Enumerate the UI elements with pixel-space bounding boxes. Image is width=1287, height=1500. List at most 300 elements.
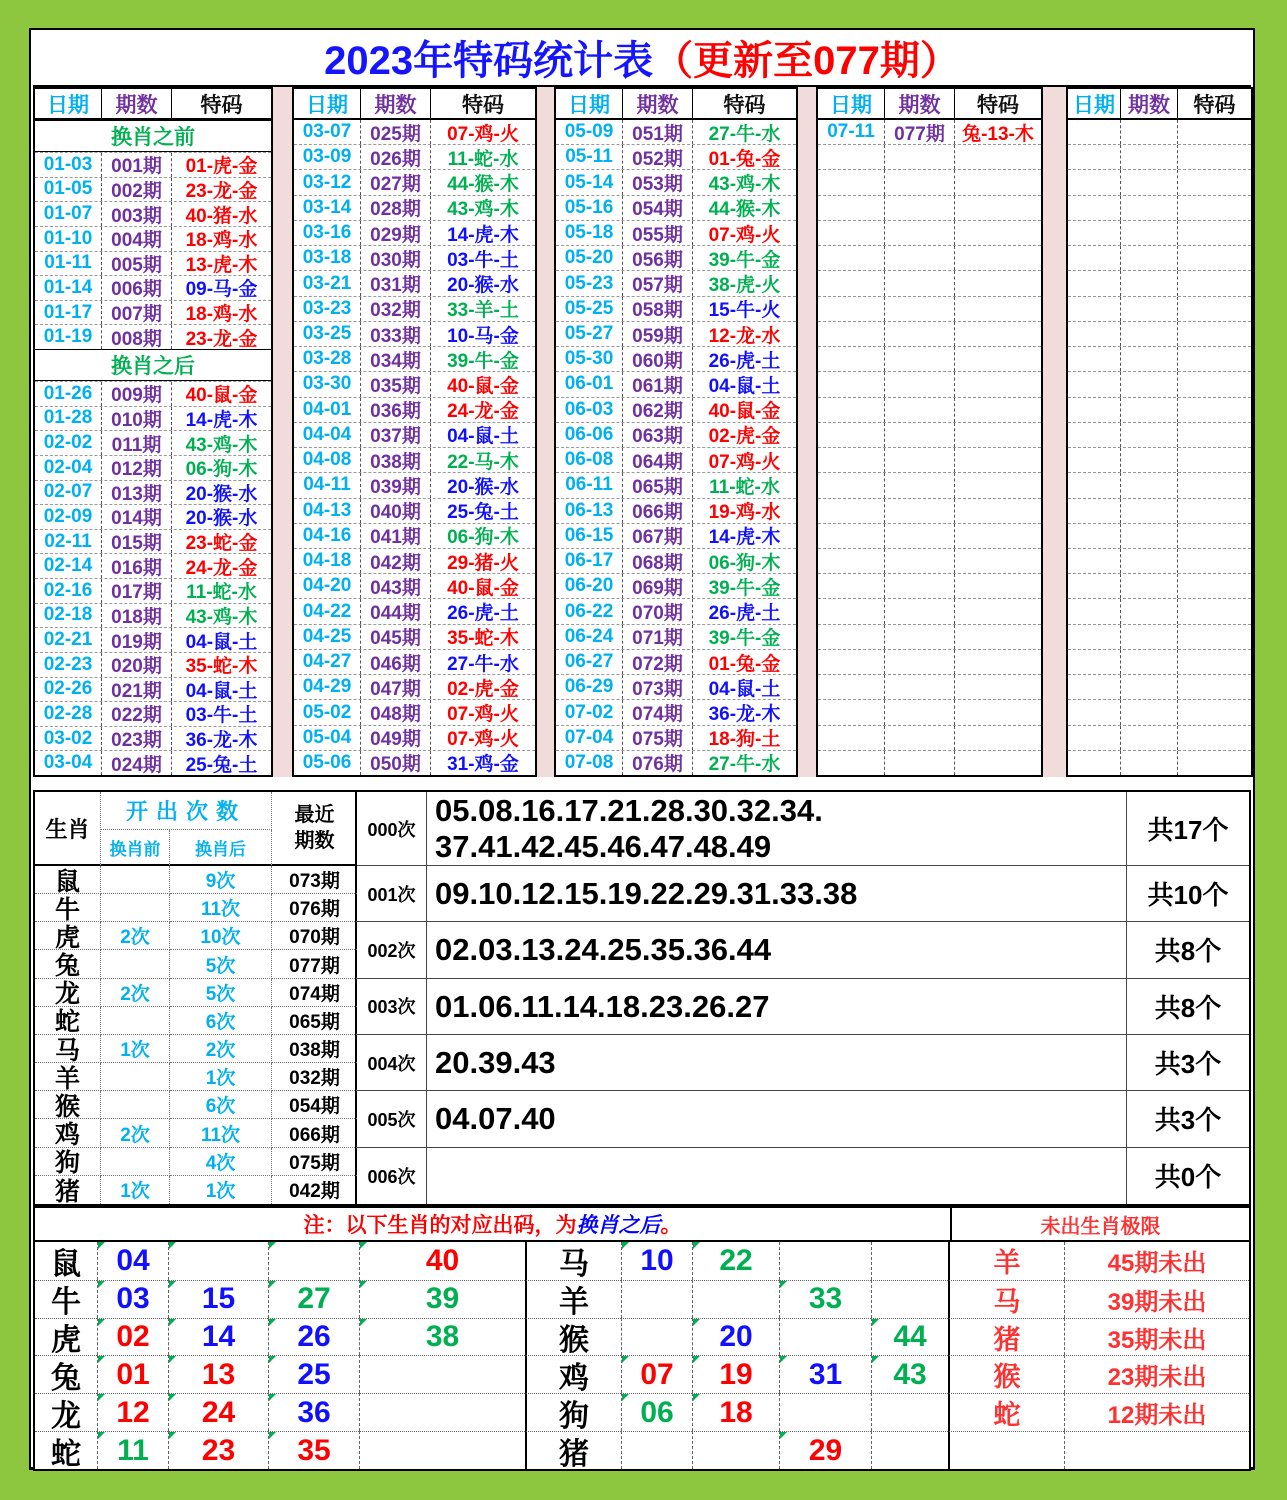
cell-date: 01-07 bbox=[35, 202, 102, 226]
cell-period: 047期 bbox=[361, 675, 431, 699]
stat-post-count: 5次 bbox=[170, 979, 272, 1007]
stat-post-count: 5次 bbox=[170, 950, 272, 978]
stat-zodiac: 马 bbox=[35, 1035, 101, 1063]
cell-period bbox=[1121, 170, 1178, 194]
table-row bbox=[818, 447, 1041, 472]
table-row bbox=[818, 573, 1041, 598]
table-row bbox=[294, 169, 535, 194]
map-number: 35 bbox=[268, 1431, 359, 1469]
table-row bbox=[556, 498, 796, 523]
cell-period: 060期 bbox=[623, 347, 693, 371]
table-row bbox=[1068, 397, 1251, 422]
stat-zodiac: 猴 bbox=[35, 1091, 101, 1119]
cell-date: 01-14 bbox=[35, 276, 102, 300]
stat-recent-period: 073期 bbox=[272, 866, 357, 894]
cell-period bbox=[885, 625, 955, 649]
stat-post-count: 11次 bbox=[170, 894, 272, 922]
cell-code: 14-虎-木 bbox=[185, 409, 258, 431]
stat-recent-period: 032期 bbox=[272, 1063, 357, 1091]
cell-date: 05-18 bbox=[556, 221, 623, 245]
table-row bbox=[1068, 548, 1251, 573]
note-emphasis: 换肖之后 bbox=[576, 1214, 661, 1237]
table-row bbox=[35, 726, 271, 751]
cell-code bbox=[955, 574, 1041, 598]
cell-period bbox=[1121, 423, 1178, 447]
stat-recent-period: 077期 bbox=[272, 950, 357, 978]
cell-period bbox=[1121, 347, 1178, 371]
count-label: 005次 bbox=[357, 1091, 427, 1147]
map-number: 04 bbox=[97, 1242, 168, 1280]
table-header bbox=[35, 89, 271, 120]
table-row bbox=[556, 220, 796, 245]
cell-date: 05-09 bbox=[556, 120, 623, 144]
cell-period: 029期 bbox=[361, 221, 431, 245]
map-number: 06 bbox=[621, 1393, 692, 1431]
header-period: 期数 bbox=[885, 89, 955, 118]
cell-code: 01-虎-金 bbox=[185, 156, 258, 177]
cell-code: 23-龙-金 bbox=[185, 180, 258, 202]
count-label: 006次 bbox=[357, 1148, 427, 1204]
table-row bbox=[1068, 472, 1251, 497]
stat-zodiac: 羊 bbox=[35, 1063, 101, 1091]
cell-period: 045期 bbox=[361, 625, 431, 649]
cell-date: 04-29 bbox=[294, 675, 361, 699]
cell-period bbox=[885, 700, 955, 724]
cell-code: 35-蛇-木 bbox=[185, 656, 258, 677]
cell-period: 020期 bbox=[102, 653, 172, 677]
table-row bbox=[818, 750, 1041, 775]
cell-code: 14-虎-木 bbox=[708, 527, 781, 548]
cell-period: 044期 bbox=[361, 599, 431, 623]
cell-date bbox=[1068, 549, 1121, 573]
cell-date: 01-26 bbox=[35, 382, 102, 406]
limit-text bbox=[1064, 1431, 1249, 1469]
header-date: 日期 bbox=[1068, 89, 1121, 118]
stat-pre-count bbox=[101, 866, 170, 894]
cell-period: 026期 bbox=[361, 145, 431, 169]
cell-period bbox=[1121, 650, 1178, 674]
stat-zodiac: 鼠 bbox=[35, 866, 101, 894]
cell-code: 20-猴-水 bbox=[447, 476, 519, 498]
table-row bbox=[35, 578, 271, 603]
cell-code: 43-鸡-木 bbox=[185, 434, 258, 455]
note-text bbox=[35, 1208, 952, 1240]
cell-date bbox=[1068, 700, 1121, 724]
cell-date bbox=[1068, 398, 1121, 422]
limit-text: 23期未出 bbox=[1064, 1355, 1249, 1393]
cell-date bbox=[1068, 322, 1121, 346]
cell-period: 024期 bbox=[102, 751, 172, 775]
table-row bbox=[35, 627, 271, 652]
cell-code: 06-狗-木 bbox=[185, 459, 258, 480]
limit-zodiac: 猴 bbox=[948, 1355, 1064, 1393]
cell-code: 07-鸡-火 bbox=[447, 123, 519, 145]
cell-code bbox=[955, 297, 1041, 321]
stat-pre-count bbox=[101, 1063, 170, 1091]
cell-period: 011期 bbox=[102, 431, 172, 455]
cell-period: 061期 bbox=[623, 372, 693, 396]
cell-period: 049期 bbox=[361, 726, 431, 750]
cell-code: 20-猴-水 bbox=[185, 483, 258, 505]
cell-period: 009期 bbox=[102, 382, 172, 406]
table-header bbox=[1068, 89, 1251, 120]
table-row bbox=[294, 296, 535, 321]
table-row bbox=[818, 270, 1041, 295]
table-row bbox=[1068, 169, 1251, 194]
count-numbers-line1: 05.08.16.17.21.28.30.32.34. bbox=[435, 792, 823, 828]
table-row bbox=[556, 321, 796, 346]
cell-code: 01-兔-金 bbox=[708, 653, 781, 675]
cell-code: 26-虎-土 bbox=[708, 350, 781, 372]
table-row bbox=[35, 226, 271, 251]
table-row bbox=[35, 406, 271, 431]
cell-period: 012期 bbox=[102, 456, 172, 480]
table-row bbox=[818, 346, 1041, 371]
cell-period bbox=[1121, 675, 1178, 699]
cell-period bbox=[885, 271, 955, 295]
cell-date: 03-25 bbox=[294, 322, 361, 346]
map-number: 07 bbox=[621, 1355, 692, 1393]
cell-date: 03-07 bbox=[294, 120, 361, 144]
cell-date bbox=[818, 372, 885, 396]
table-row bbox=[1068, 120, 1251, 144]
stat-recent-period: 076期 bbox=[272, 894, 357, 922]
cell-code bbox=[1178, 170, 1251, 194]
table-row bbox=[35, 300, 271, 325]
map-number: 44 bbox=[871, 1318, 948, 1356]
stat-post-count: 11次 bbox=[170, 1119, 272, 1147]
cell-code: 11-蛇-水 bbox=[186, 582, 257, 603]
cell-code: 11-蛇-水 bbox=[709, 476, 780, 498]
cell-code: 39-牛-金 bbox=[708, 249, 781, 271]
cell-date: 05-30 bbox=[556, 347, 623, 371]
stat-zodiac: 虎 bbox=[35, 922, 101, 950]
cell-code: 39-牛-金 bbox=[447, 350, 519, 372]
cell-period: 070期 bbox=[623, 599, 693, 623]
cell-code: 43-鸡-木 bbox=[185, 606, 258, 628]
cell-code bbox=[1178, 549, 1251, 573]
cell-period: 001期 bbox=[102, 153, 172, 177]
cell-date: 07-11 bbox=[818, 120, 885, 144]
cell-code: 06-狗-木 bbox=[447, 527, 519, 548]
cell-period bbox=[1121, 145, 1178, 169]
count-total: 共3个 bbox=[1127, 1035, 1249, 1091]
cell-date bbox=[1068, 423, 1121, 447]
cell-date: 05-27 bbox=[556, 322, 623, 346]
cell-period: 077期 bbox=[885, 120, 955, 144]
table-row bbox=[294, 523, 535, 548]
cell-period bbox=[885, 196, 955, 220]
stat-header-times: 开出次数 bbox=[101, 792, 272, 830]
separator-strip bbox=[273, 87, 292, 777]
cell-code bbox=[955, 196, 1041, 220]
cell-date bbox=[818, 700, 885, 724]
cell-date bbox=[818, 196, 885, 220]
count-numbers-line1: 20.39.43 bbox=[435, 1044, 556, 1080]
table-row bbox=[35, 381, 271, 406]
cell-code: 09-马-金 bbox=[185, 279, 258, 300]
cell-code bbox=[955, 423, 1041, 447]
cell-period: 076期 bbox=[623, 751, 693, 775]
cell-period: 004期 bbox=[102, 227, 172, 251]
cell-period bbox=[1121, 322, 1178, 346]
cell-period: 057期 bbox=[623, 271, 693, 295]
table-row bbox=[556, 120, 796, 144]
table-row bbox=[1068, 296, 1251, 321]
stat-zodiac: 狗 bbox=[35, 1148, 101, 1176]
cell-date bbox=[1068, 120, 1121, 144]
cell-date bbox=[1068, 170, 1121, 194]
cell-period: 018期 bbox=[102, 604, 172, 628]
cell-period bbox=[885, 448, 955, 472]
stat-zodiac: 龙 bbox=[35, 979, 101, 1007]
table-row bbox=[294, 649, 535, 674]
cell-period: 062期 bbox=[623, 398, 693, 422]
zodiac-number-mapping-table bbox=[33, 1240, 1251, 1471]
cell-date: 05-11 bbox=[556, 145, 623, 169]
table-row bbox=[818, 120, 1041, 144]
cell-period: 005期 bbox=[102, 252, 172, 276]
cell-period: 066期 bbox=[623, 499, 693, 523]
cell-code bbox=[1178, 221, 1251, 245]
map-number: 27 bbox=[268, 1280, 359, 1318]
cell-code bbox=[1178, 700, 1251, 724]
section-label: 换肖之后 bbox=[35, 349, 271, 381]
cell-period bbox=[885, 574, 955, 598]
cell-date bbox=[1068, 726, 1121, 750]
cell-code: 39-牛-金 bbox=[708, 577, 781, 599]
cell-code: 27-牛-水 bbox=[708, 754, 781, 776]
cell-period: 064期 bbox=[623, 448, 693, 472]
limit-zodiac bbox=[948, 1431, 1064, 1469]
table-row bbox=[294, 245, 535, 270]
stat-pre-count bbox=[101, 894, 170, 922]
count-label: 002次 bbox=[357, 922, 427, 978]
cell-period bbox=[1121, 726, 1178, 750]
cell-period bbox=[1121, 297, 1178, 321]
cell-code bbox=[1178, 372, 1251, 396]
cell-date: 06-17 bbox=[556, 549, 623, 573]
cell-period bbox=[885, 246, 955, 270]
cell-period bbox=[885, 751, 955, 775]
cell-date: 05-16 bbox=[556, 196, 623, 220]
count-total: 共8个 bbox=[1127, 922, 1249, 978]
recent-line1: 最近 bbox=[294, 804, 335, 826]
note-row bbox=[33, 1206, 1251, 1240]
table-row bbox=[294, 321, 535, 346]
header-date: 日期 bbox=[35, 89, 102, 118]
map-number bbox=[359, 1431, 525, 1469]
table-row bbox=[556, 523, 796, 548]
table-row bbox=[35, 529, 271, 554]
cell-date: 06-08 bbox=[556, 448, 623, 472]
count-numbers bbox=[427, 979, 1127, 1035]
map-number bbox=[871, 1242, 948, 1280]
cell-date bbox=[1068, 599, 1121, 623]
cell-period: 023期 bbox=[102, 727, 172, 751]
stat-zodiac: 蛇 bbox=[35, 1007, 101, 1035]
separator-strip bbox=[798, 87, 816, 777]
cell-date bbox=[818, 423, 885, 447]
cell-code: 40-鼠-金 bbox=[447, 577, 519, 599]
table-row bbox=[294, 598, 535, 623]
count-total: 共3个 bbox=[1127, 1091, 1249, 1147]
cell-date: 06-15 bbox=[556, 524, 623, 548]
cell-code: 12-龙-水 bbox=[708, 325, 781, 347]
table-row bbox=[294, 220, 535, 245]
table-row bbox=[556, 144, 796, 169]
cell-date: 02-14 bbox=[35, 554, 102, 578]
count-numbers bbox=[427, 792, 1127, 866]
cell-period: 031期 bbox=[361, 271, 431, 295]
stat-pre-count: 1次 bbox=[101, 1176, 170, 1204]
cell-date bbox=[818, 574, 885, 598]
limit-text: 35期未出 bbox=[1064, 1318, 1249, 1356]
cell-date: 03-12 bbox=[294, 170, 361, 194]
table-row bbox=[556, 472, 796, 497]
cell-code: 07-鸡-火 bbox=[708, 451, 781, 473]
stat-post-count: 4次 bbox=[170, 1148, 272, 1176]
cell-date: 03-09 bbox=[294, 145, 361, 169]
table-row bbox=[556, 649, 796, 674]
cell-date bbox=[818, 524, 885, 548]
stat-header-zodiac: 生肖 bbox=[35, 792, 101, 866]
cell-period bbox=[885, 297, 955, 321]
header-code: 特码 bbox=[200, 93, 243, 117]
table-row bbox=[294, 573, 535, 598]
table-header bbox=[818, 89, 1041, 120]
cell-code: 33-羊-土 bbox=[447, 300, 519, 321]
cell-period: 055期 bbox=[623, 221, 693, 245]
cell-code: 43-鸡-木 bbox=[447, 199, 519, 220]
cell-period bbox=[885, 423, 955, 447]
cell-code bbox=[1178, 196, 1251, 220]
table-row bbox=[294, 397, 535, 422]
map-number: 36 bbox=[268, 1393, 359, 1431]
table-row bbox=[818, 548, 1041, 573]
cell-period: 039期 bbox=[361, 473, 431, 497]
map-zodiac: 蛇 bbox=[35, 1431, 97, 1469]
table-header bbox=[294, 89, 535, 120]
map-number: 12 bbox=[97, 1393, 168, 1431]
count-numbers bbox=[427, 1148, 1127, 1204]
cell-period: 071期 bbox=[623, 625, 693, 649]
separator-strip bbox=[537, 87, 554, 777]
cell-date bbox=[818, 322, 885, 346]
table-row bbox=[35, 251, 271, 276]
map-number: 14 bbox=[168, 1318, 268, 1356]
header-date: 日期 bbox=[818, 89, 885, 118]
cell-date bbox=[1068, 650, 1121, 674]
header-period: 期数 bbox=[102, 89, 172, 118]
map-number: 03 bbox=[97, 1280, 168, 1318]
count-numbers-line1: 01.06.11.14.18.23.26.27 bbox=[435, 988, 770, 1024]
cell-code bbox=[1178, 297, 1251, 321]
cell-code: 22-马-木 bbox=[447, 451, 519, 473]
cell-code: 07-鸡-火 bbox=[447, 729, 519, 750]
map-number: 15 bbox=[168, 1280, 268, 1318]
cell-period bbox=[1121, 524, 1178, 548]
map-number: 11 bbox=[97, 1431, 168, 1469]
cell-period: 007期 bbox=[102, 301, 172, 325]
cell-period: 043期 bbox=[361, 574, 431, 598]
cell-code: 25-兔-土 bbox=[185, 754, 258, 775]
map-zodiac: 兔 bbox=[35, 1355, 97, 1393]
map-number bbox=[621, 1431, 692, 1469]
cell-period: 032期 bbox=[361, 297, 431, 321]
table-row bbox=[294, 472, 535, 497]
stat-pre-count bbox=[101, 1007, 170, 1035]
map-number bbox=[779, 1318, 871, 1356]
cell-date: 04-11 bbox=[294, 473, 361, 497]
cell-code: 11-蛇-水 bbox=[447, 148, 519, 170]
missing-zodiac-header: 未出生肖极限 bbox=[1040, 1215, 1161, 1238]
header-code: 特码 bbox=[977, 93, 1019, 117]
table-row bbox=[35, 201, 271, 226]
cell-code bbox=[955, 271, 1041, 295]
table-row bbox=[35, 750, 271, 775]
cell-code bbox=[955, 700, 1041, 724]
cell-date: 03-28 bbox=[294, 347, 361, 371]
cell-period: 028期 bbox=[361, 196, 431, 220]
cell-code bbox=[955, 372, 1041, 396]
map-number bbox=[168, 1242, 268, 1280]
cell-date: 06-03 bbox=[556, 398, 623, 422]
cell-code: 43-鸡-木 bbox=[708, 174, 781, 195]
header-period: 期数 bbox=[623, 89, 693, 118]
table-row bbox=[294, 750, 535, 775]
table-row bbox=[35, 480, 271, 505]
cell-period bbox=[1121, 574, 1178, 598]
stat-recent-period: 065期 bbox=[272, 1007, 357, 1035]
cell-date: 01-28 bbox=[35, 407, 102, 431]
cell-code bbox=[955, 524, 1041, 548]
table-row bbox=[1068, 447, 1251, 472]
map-number: 10 bbox=[621, 1242, 692, 1280]
limit-zodiac: 猪 bbox=[948, 1318, 1064, 1356]
cell-period bbox=[885, 473, 955, 497]
map-number bbox=[871, 1393, 948, 1431]
cell-period bbox=[885, 499, 955, 523]
table-row bbox=[818, 699, 1041, 724]
cell-period bbox=[1121, 473, 1178, 497]
sheet bbox=[29, 28, 1255, 1470]
history-table-3 bbox=[554, 87, 798, 777]
table-row bbox=[556, 447, 796, 472]
cell-period: 017期 bbox=[102, 579, 172, 603]
cell-date: 03-30 bbox=[294, 372, 361, 396]
table-row bbox=[818, 422, 1041, 447]
cell-code: 36-龙-木 bbox=[185, 730, 258, 751]
table-row bbox=[818, 725, 1041, 750]
map-number: 33 bbox=[779, 1280, 871, 1318]
table-row bbox=[1068, 498, 1251, 523]
cell-date: 02-18 bbox=[35, 604, 102, 628]
table-row bbox=[294, 674, 535, 699]
cell-date: 02-26 bbox=[35, 678, 102, 702]
cell-code: 25-兔-土 bbox=[447, 502, 519, 523]
cell-date: 04-20 bbox=[294, 574, 361, 598]
cell-period: 036期 bbox=[361, 398, 431, 422]
map-number: 24 bbox=[168, 1393, 268, 1431]
table-row bbox=[818, 195, 1041, 220]
cell-code bbox=[1178, 473, 1251, 497]
history-table-2 bbox=[292, 87, 537, 777]
table-row bbox=[1068, 346, 1251, 371]
stat-pre-count: 2次 bbox=[101, 979, 170, 1007]
cell-date: 03-18 bbox=[294, 246, 361, 270]
cell-period bbox=[1121, 448, 1178, 472]
